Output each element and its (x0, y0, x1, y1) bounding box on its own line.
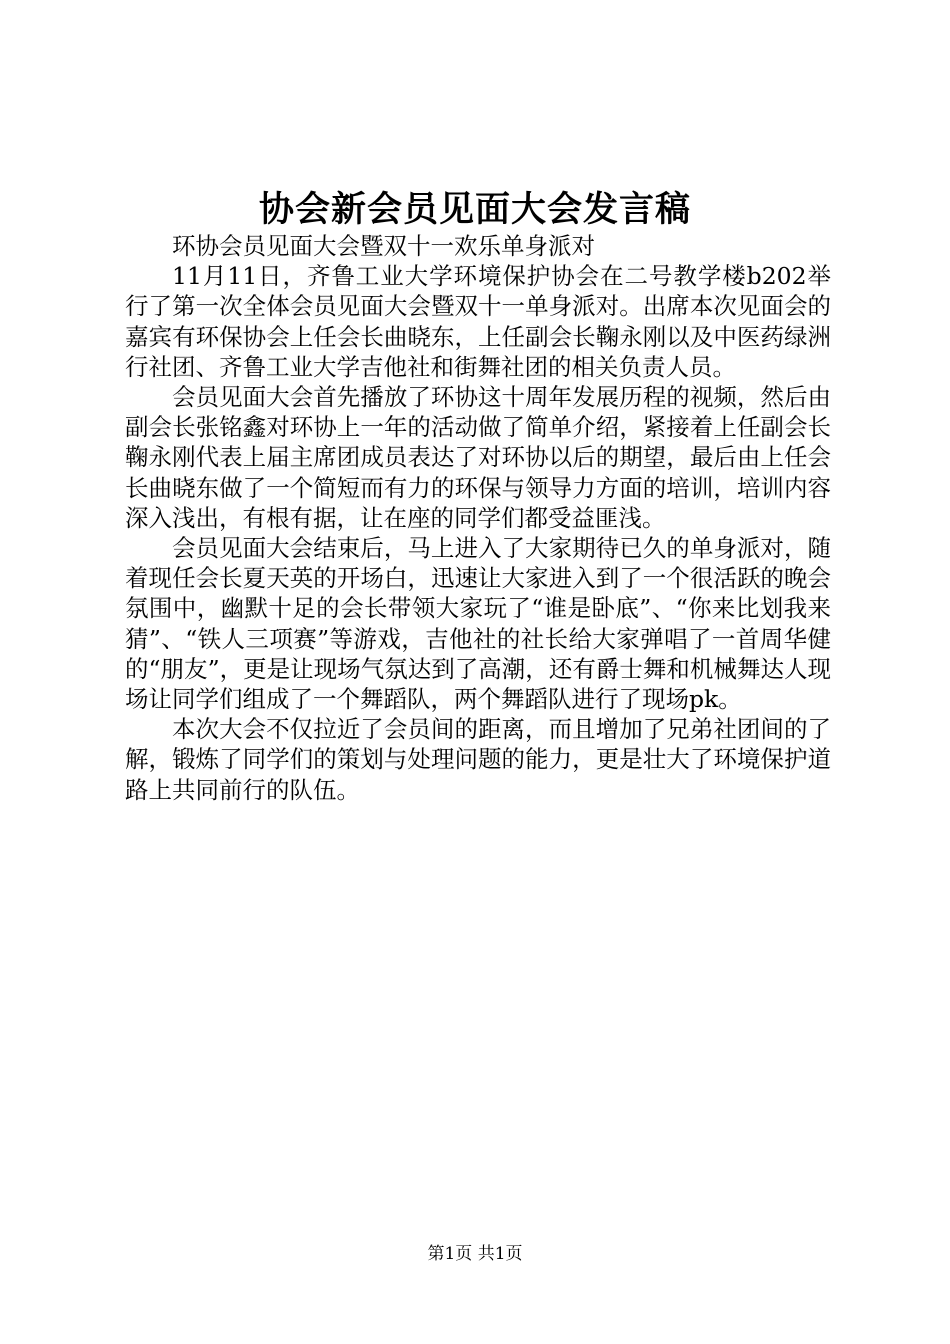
document-body (125, 231, 831, 805)
paragraph: 11月11日，齐鲁工业大学环境保护协会在二号教学楼b202举行了第一次全体会员见面大会暨双十一单身派对。出席本次见面会的嘉宾有环保协会上任会长曲晓东，上任副会长鞠永刚以及中医药绿洲行社团、齐鲁工业大学吉他社和街舞社团的相关负责人员。 (125, 262, 831, 381)
paragraph: 会员见面大会首先播放了环协这十周年发展历程的视频，然后由副会长张铭鑫对环协上一年的活动做了简单介绍，紧接着上任副会长鞠永刚代表上届主席团成员表达了对环协以后的期望，最后由上任会长曲晓东做了一个简短而有力的环保与领导力方面的培训，培训内容深入浅出，有根有据，让在座的同学们都受益匪浅。 (125, 383, 831, 532)
paragraph-subtitle: 环协会员见面大会暨双十一欢乐单身派对 (172, 232, 595, 260)
paragraph: 会员见面大会结束后，马上进入了大家期待已久的单身派对，随着现任会长夏天英的开场白，迅速让大家进入到了一个很活跃的晚会氛围中，幽默十足的会长带领大家玩了“谁是卧底”、“你来比划我来猜”、“铁人三项赛”等游戏，吉他社的社长给大家弹唱了一首周华健的“朋友”，更是让现场气氛达到了高潮，还有爵士舞和机械舞达人现场让同学们组成了一个舞蹈队，两个舞蹈队进行了现场pk。 (125, 534, 831, 714)
paragraph: 本次大会不仅拉近了会员间的距离，而且增加了兄弟社团间的了解，锻炼了同学们的策划与处理问题的能力，更是壮大了环境保护道路上共同前行的队伍。 (125, 715, 831, 804)
document-title: 协会新会员见面大会发言稿 (258, 189, 691, 230)
page-footer: 第1页 共1页 (427, 1244, 523, 1264)
